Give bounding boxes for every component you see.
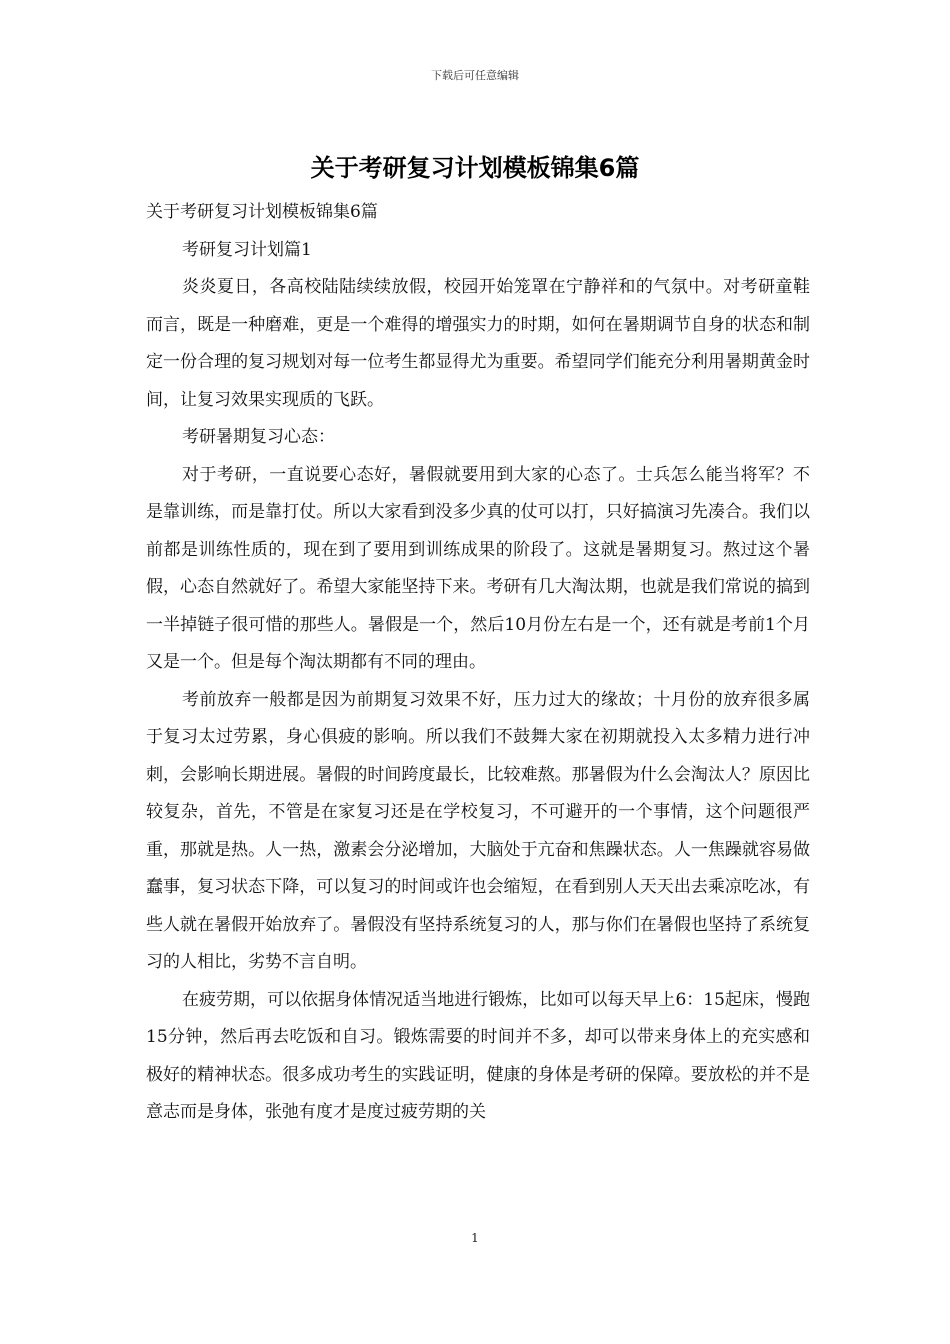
paragraph: 对于考研，一直说要心态好，暑假就要用到大家的心态了。士兵怎么能当将军？不是靠训练，而是靠打仗。所以大家看到没多少真的仗可以打，只好搞演习先凑合。我们以前都是训练性质的，现在到了要用到训练成果的阶段了。这就是暑期复习。熬过这个暑假，心态自然就好了。希望大家能坚持下来。考研有几大淘汰期，也就是我们常说的搞到一半掉链子很可惜的那些人。暑假是一个，然后10月份左右是一个，还有就是考前1个月又是一个。但是每个淘汰期都有不同的理由。	[146, 464, 810, 672]
paragraph: 考前放弃一般都是因为前期复习效果不好，压力过大的缘故；十月份的放弃很多属于复习太过劳累，身心俱疲的影响。所以我们不鼓舞大家在初期就投入太多精力进行冲刺，会影响长期进展。暑假的时间跨度最长，比较难熬。那暑假为什么会淘汰人？原因比较复杂，首先，不管是在家复习还是在学校复习，不可避开的一个事情，这个问题很严重，那就是热。人一热，激素会分泌增加，大脑处于亢奋和焦躁状态。人一焦躁就容易做蠢事，复习状态下降，可以复习的时间或许也会缩短，在看到别人天天出去乘凉吃冰，有些人就在暑假开始放弃了。暑假没有坚持系统复习的人，那与你们在暑假也坚持了系统复习的人相比，劣势不言自明。	[146, 689, 810, 972]
paragraph: 炎炎夏日，各高校陆陆续续放假，校园开始笼罩在宁静祥和的气氛中。对考研童鞋而言，既是一种磨难，更是一个难得的增强实力的时期，如何在暑期调节自身的状态和制定一份合理的复习规划对每一位考生都显得尤为重要。希望同学们能充分利用暑期黄金时间，让复习效果实现质的飞跃。	[146, 277, 810, 410]
paragraph-heading: 考研暑期复习心态：	[182, 427, 335, 447]
section-heading: 考研复习计划篇1	[182, 239, 312, 260]
document-subtitle: 关于考研复习计划模板锦集6篇	[146, 202, 378, 222]
document-title: 关于考研复习计划模板锦集6篇	[310, 154, 640, 182]
page-number: 1	[471, 1231, 479, 1245]
page-header-note: 下载后可任意编辑	[431, 69, 519, 82]
paragraph: 在疲劳期，可以依据身体情况适当地进行锻炼，比如可以每天早上6：15起床，慢跑15分钟，然后再去吃饭和自习。锻炼需要的时间并不多，却可以带来身体上的充实感和极好的精神状态。很多成功考生的实践证明，健康的身体是考研的保障。要放松的并不是意志而是身体，张弛有度才是度过疲劳期的关	[146, 989, 810, 1122]
document-body	[146, 194, 810, 1132]
